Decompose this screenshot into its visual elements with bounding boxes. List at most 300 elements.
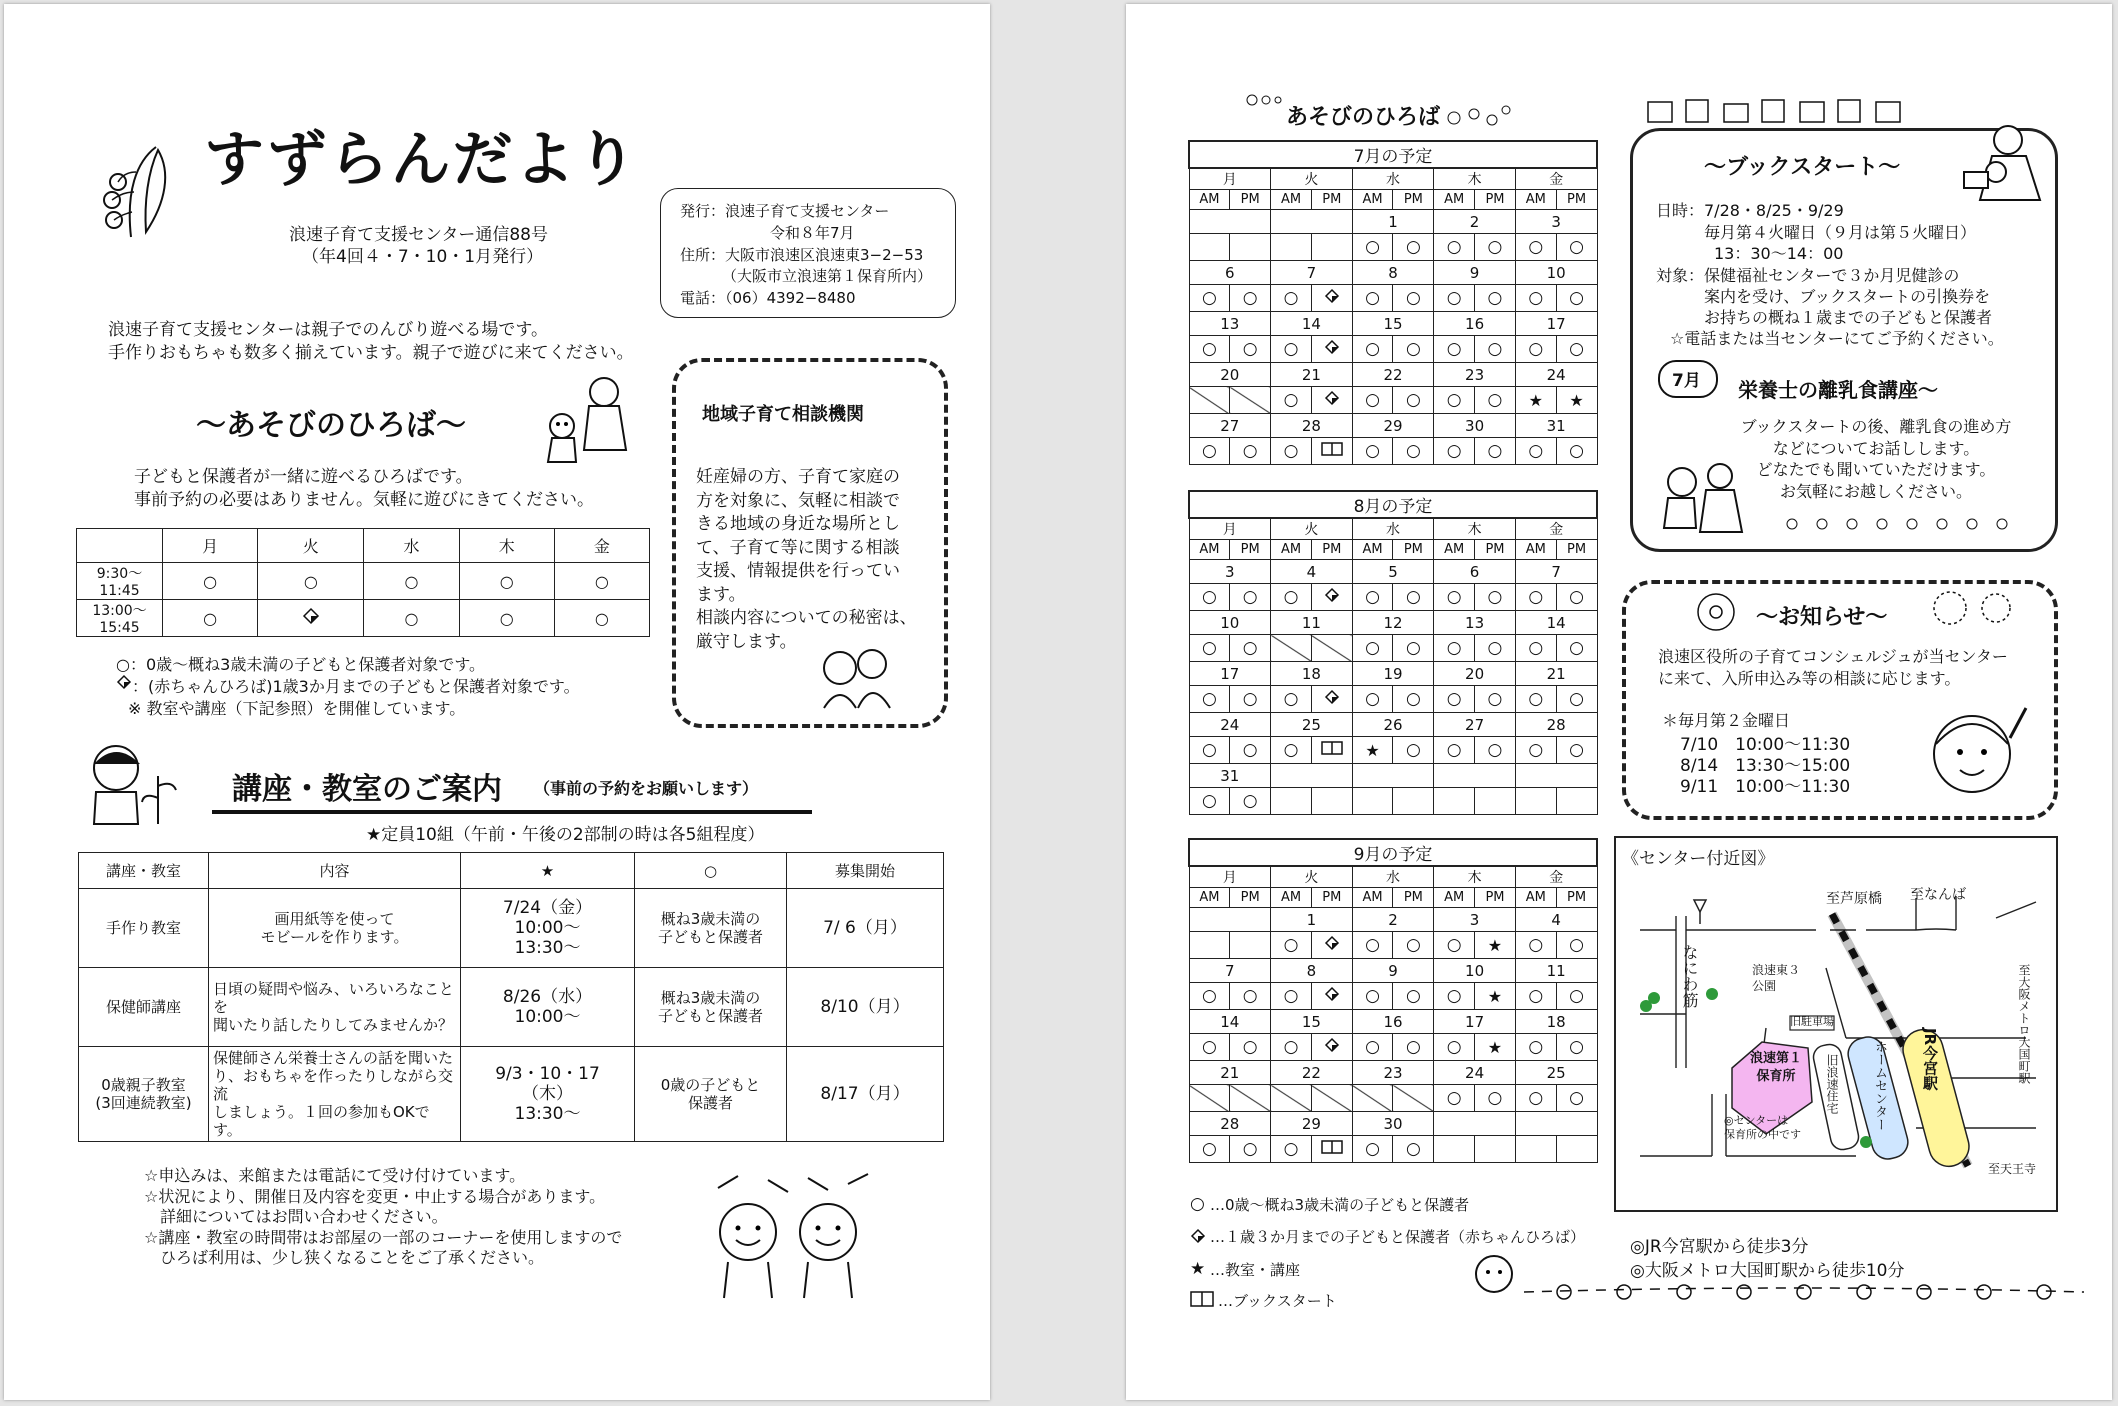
- consultation-line: 厳守します。: [696, 631, 797, 652]
- publisher-line: 発行：浪速子育て支援センター: [680, 202, 890, 220]
- date-cell: 27: [1189, 414, 1271, 438]
- date-cell: 26: [1352, 713, 1434, 737]
- date-cell: 9: [1352, 959, 1434, 983]
- slot-cell: ○: [1434, 285, 1475, 312]
- consultation-line: ます。: [696, 584, 746, 605]
- lecture-table: [78, 852, 944, 1142]
- slot-cell: [1515, 1136, 1556, 1163]
- weekday-header: 火: [1271, 518, 1353, 540]
- slot-cell: ○: [1393, 635, 1434, 662]
- map-label: 旧浪速住宅: [1825, 1054, 1839, 1114]
- lecture-target: 子どもと保護者: [657, 1007, 763, 1025]
- date-cell: 3: [1515, 210, 1597, 234]
- slot-cell: ○: [1352, 1136, 1393, 1163]
- book-icon: [1311, 1136, 1352, 1163]
- intro-text: 手作りおもちゃも数多く揃えています。親子で遊びに来てください。: [108, 343, 634, 363]
- lecture-content: モビールを作ります。: [260, 928, 409, 946]
- hours-cell: ○: [554, 563, 649, 600]
- slot-cell: ○: [1230, 1034, 1271, 1061]
- date-cell: 25: [1515, 1061, 1597, 1085]
- right-page: [1126, 4, 2112, 1400]
- note-line: 詳細についてはお問い合わせください。: [144, 1207, 448, 1226]
- slot-cell: [1475, 1136, 1516, 1163]
- date-cell: 21: [1515, 662, 1597, 686]
- slot-cell: ○: [1515, 285, 1556, 312]
- slot-cell: ○: [1230, 635, 1271, 662]
- map-label: 至大阪メトロ大国町駅: [2017, 964, 2031, 1084]
- slot-cell: ○: [1352, 686, 1393, 713]
- consultation-line: 支援、情報提供を行ってい: [696, 561, 900, 581]
- am-header: AM: [1271, 540, 1312, 560]
- publisher-line: 令和８年7月: [770, 224, 855, 242]
- mother-reading-illustration: [1956, 120, 2046, 210]
- notice-date: 9/11 10:00〜11:30: [1680, 777, 1851, 797]
- slot-cell: ○: [1556, 737, 1597, 764]
- note-line: ひろば利用は、少し狭くなることをご了承ください。: [144, 1248, 545, 1267]
- note-line: ☆状況により、開催日及内容を変更・中止する場合があります。: [144, 1186, 606, 1206]
- slot-cell: ○: [1352, 336, 1393, 363]
- date-cell: 13: [1189, 312, 1271, 336]
- closed-cell: [1271, 635, 1312, 662]
- hours-cell: ○: [163, 563, 258, 600]
- pm-header: PM: [1393, 190, 1434, 210]
- slot-cell: ○: [1434, 1034, 1475, 1061]
- map-title: 《センター付近図》: [1622, 849, 1775, 869]
- map-note: ◎センターは 保育所の中です: [1724, 1114, 1801, 1141]
- notice-title: 〜お知らせ〜: [1756, 605, 1888, 630]
- date-cell: 14: [1271, 312, 1353, 336]
- date-cell: 7: [1189, 959, 1271, 983]
- date-cell: 12: [1352, 611, 1434, 635]
- pm-header: PM: [1475, 190, 1516, 210]
- am-header: AM: [1189, 888, 1230, 908]
- lecture-date: 9/3・10・17: [495, 1064, 600, 1084]
- am-header: AM: [1434, 888, 1475, 908]
- weekday-header: 月: [1189, 518, 1271, 540]
- weekday-header: 木: [1434, 866, 1516, 888]
- slot-cell: ○: [1515, 584, 1556, 611]
- slot-cell: ○: [1434, 584, 1475, 611]
- baby-hiroba-icon: [1311, 983, 1352, 1010]
- date-cell: 18: [1271, 662, 1353, 686]
- notice-date: 7/10 10:00〜11:30: [1680, 735, 1851, 755]
- closed-cell: [1352, 1085, 1393, 1112]
- baby-hiroba-icon: [1311, 285, 1352, 312]
- slot-cell: ○: [1393, 686, 1434, 713]
- weekday-header: 火: [1271, 866, 1353, 888]
- slot-cell: ○: [1556, 234, 1597, 261]
- lecture-date: （木）: [522, 1084, 573, 1104]
- circle-icon: ○: [1190, 1194, 1205, 1214]
- lecture-content: 聞いたり話したりしてみませんか？: [213, 1016, 454, 1034]
- date-cell: 22: [1271, 1061, 1353, 1085]
- slot-cell: [1271, 788, 1312, 815]
- hours-cell: ○: [459, 600, 554, 637]
- lecture-header: 講座・教室: [79, 853, 209, 889]
- date-cell: 30: [1434, 414, 1516, 438]
- hiroba-description: 子どもと保護者が一緒に遊べるひろばです。: [134, 467, 473, 487]
- slot-cell: [1556, 1136, 1597, 1163]
- lecture-date: 13:30〜: [514, 938, 581, 958]
- closed-cell: [1189, 387, 1230, 414]
- family-illustration: [810, 638, 900, 710]
- pm-header: PM: [1556, 190, 1597, 210]
- slot-cell: ○: [1393, 285, 1434, 312]
- date-cell: 7: [1271, 261, 1353, 285]
- date-cell: 17: [1515, 312, 1597, 336]
- date-cell: 10: [1515, 261, 1597, 285]
- date-cell: 7: [1515, 560, 1597, 584]
- slot-cell: ○: [1393, 234, 1434, 261]
- map-label: ホームセンター: [1872, 1040, 1887, 1131]
- lecture-name: 0歳親子教室: [101, 1076, 186, 1094]
- nutrition-line: どなたでも聞いていただけます。: [1756, 460, 1996, 479]
- slot-cell: ○: [1434, 234, 1475, 261]
- feeding-baby-illustration: [1656, 456, 1746, 536]
- slot-cell: ○: [1271, 737, 1312, 764]
- issue-number: 浪速子育て支援センター通信88号: [289, 225, 548, 245]
- slot-cell: ○: [1434, 737, 1475, 764]
- nutrition-line: ブックスタートの後、離乳食の進め方: [1740, 417, 2012, 436]
- date-cell: 24: [1515, 363, 1597, 387]
- access-info: ◎大阪メトロ大国町駅から徒歩10分: [1630, 1261, 1905, 1281]
- notice-date: 8/14 13:30〜15:00: [1680, 756, 1851, 776]
- slot-cell: ○: [1189, 788, 1230, 815]
- pm-header: PM: [1230, 540, 1271, 560]
- date-cell: 1: [1352, 210, 1434, 234]
- slot-cell: ○: [1352, 234, 1393, 261]
- slot-cell: ○: [1515, 737, 1556, 764]
- slot-cell: [1271, 234, 1312, 261]
- slot-cell: ○: [1189, 285, 1230, 312]
- lecture-content: り、おもちゃを作ったりしながら交流: [213, 1067, 454, 1103]
- slot-cell: ○: [1230, 983, 1271, 1010]
- slot-cell: [1230, 234, 1271, 261]
- date-cell: 20: [1434, 662, 1516, 686]
- slot-cell: ○: [1556, 983, 1597, 1010]
- lily-of-the-valley-icon: [96, 142, 182, 252]
- am-header: AM: [1352, 888, 1393, 908]
- am-header: AM: [1352, 190, 1393, 210]
- date-cell: 22: [1352, 363, 1434, 387]
- date-cell: 23: [1434, 363, 1516, 387]
- notes: [144, 1166, 622, 1269]
- hours-cell: ○: [554, 600, 649, 637]
- am-header: AM: [1271, 190, 1312, 210]
- slot-cell: [1311, 234, 1352, 261]
- date-cell: 23: [1352, 1061, 1434, 1085]
- lecture-content: しましょう。１回の参加もOKです。: [213, 1103, 430, 1139]
- nutrition-month: 7月: [1672, 371, 1701, 391]
- date-cell: 31: [1515, 414, 1597, 438]
- hours-cell: ○: [163, 600, 258, 637]
- lecture-target: 子どもと保護者: [657, 928, 763, 946]
- date-cell: 3: [1434, 908, 1516, 932]
- slot-cell: ○: [1230, 584, 1271, 611]
- closed-cell: [1189, 1085, 1230, 1112]
- date-cell: 25: [1271, 713, 1353, 737]
- slot-cell: ○: [1271, 686, 1312, 713]
- slot-cell: ○: [1515, 438, 1556, 465]
- date-cell: 19: [1352, 662, 1434, 686]
- newsletter-title: すずらんだより: [204, 125, 639, 195]
- hours-cell: ○: [459, 563, 554, 600]
- nutrition-line: お気軽にお越しください。: [1779, 481, 1972, 501]
- capacity-note: ★定員10組（午前・午後の2部制の時は各5組程度）: [366, 825, 765, 845]
- map-label: なにわ筋: [1680, 944, 1699, 1008]
- lecture-content: 日頃の疑問や悩み、いろいろなことを: [213, 980, 454, 1016]
- map-label: 至芦原橋: [1826, 891, 1882, 907]
- slot-cell: ○: [1271, 1136, 1312, 1163]
- slot-cell: ○: [1271, 983, 1312, 1010]
- slot-cell: ○: [1189, 983, 1230, 1010]
- map-label: 浪速東３ 公園: [1752, 963, 1801, 993]
- slot-cell: ○: [1475, 234, 1516, 261]
- slot-cell: ○: [1475, 285, 1516, 312]
- slot-cell: [1189, 932, 1230, 959]
- date-cell: [1434, 764, 1516, 788]
- schedule-heading: あそびのひろば: [1286, 105, 1441, 130]
- lecture-header: 募集開始: [787, 853, 944, 889]
- baby-hiroba-icon: [116, 674, 132, 690]
- bookstart-date-label: 日時：: [1656, 201, 1705, 220]
- lecture-name: (3回連続教室): [95, 1094, 192, 1112]
- slot-cell: ○: [1189, 635, 1230, 662]
- map-label: 至なんば: [1910, 887, 1966, 903]
- map-center-label: 浪速第１ 保育所: [1749, 1051, 1802, 1084]
- heading-underline: [212, 810, 812, 814]
- pm-header: PM: [1393, 888, 1434, 908]
- pm-header: PM: [1311, 190, 1352, 210]
- date-cell: 11: [1515, 959, 1597, 983]
- date-cell: 10: [1189, 611, 1271, 635]
- nutrition-title: 栄養士の離乳食講座〜: [1738, 378, 1938, 402]
- am-header: AM: [1515, 190, 1556, 210]
- pm-header: PM: [1475, 540, 1516, 560]
- map-station-label: JR今宮駅: [1921, 1028, 1939, 1091]
- bookstart-date-note: 毎月第４火曜日（９月は第５火曜日）: [1704, 223, 1977, 242]
- consultation-text: [696, 466, 917, 654]
- slot-cell: ○: [1189, 584, 1230, 611]
- book-icon: [1190, 1290, 1214, 1308]
- slot-cell: [1475, 788, 1516, 815]
- slot-cell: ○: [1271, 438, 1312, 465]
- slot-cell: ○: [1271, 285, 1312, 312]
- slot-cell: ○: [1393, 1136, 1434, 1163]
- book-icon: [1311, 737, 1352, 764]
- baby-hiroba-icon: [1311, 584, 1352, 611]
- book-icon: [1311, 438, 1352, 465]
- pm-header: PM: [1393, 540, 1434, 560]
- month-title: 8月の予定: [1189, 491, 1597, 518]
- books-border-icon: [1646, 96, 1916, 130]
- date-cell: 9: [1434, 261, 1516, 285]
- slot-cell: ○: [1434, 686, 1475, 713]
- slot-cell: ○: [1434, 635, 1475, 662]
- date-cell: 2: [1434, 210, 1516, 234]
- access-info: ◎JR今宮駅から徒歩3分: [1630, 1237, 1809, 1257]
- date-cell: 28: [1271, 414, 1353, 438]
- slot-cell: ○: [1393, 438, 1434, 465]
- baby-hiroba-icon: [1311, 387, 1352, 414]
- lecture-star: ★: [1475, 983, 1516, 1010]
- date-cell: 13: [1434, 611, 1516, 635]
- slot-cell: ○: [1475, 336, 1516, 363]
- date-cell: 1: [1271, 908, 1353, 932]
- weekday-header: 月: [1189, 168, 1271, 190]
- date-cell: 2: [1352, 908, 1434, 932]
- date-cell: 28: [1189, 1112, 1271, 1136]
- am-header: AM: [1189, 190, 1230, 210]
- note-line: ☆講座・教室の時間帯はお部屋の一部のコーナーを使用しますので: [144, 1227, 623, 1247]
- date-cell: 17: [1434, 1010, 1516, 1034]
- time-slot: 13:00〜15:45: [77, 600, 163, 637]
- lecture-date: 13:30〜: [514, 1104, 581, 1124]
- slot-cell: ○: [1352, 438, 1393, 465]
- legend-text: …１歳３か月までの子どもと保護者（赤ちゃんひろば）: [1210, 1228, 1586, 1246]
- weekday-header: 金: [1515, 168, 1597, 190]
- slot-cell: ○: [1230, 1136, 1271, 1163]
- day-header: 金: [554, 529, 649, 563]
- pm-header: PM: [1311, 888, 1352, 908]
- children-dancing-illustration: [688, 1170, 888, 1304]
- notice-line: に来て、入所申込み等の相談に応じます。: [1658, 669, 1961, 688]
- publisher-line: （大阪市立浪速第１保育所内）: [722, 267, 933, 285]
- legend-text: …教室・講座: [1210, 1261, 1301, 1279]
- slot-cell: ○: [1189, 686, 1230, 713]
- am-header: AM: [1434, 190, 1475, 210]
- baby-hiroba-icon: [258, 600, 364, 637]
- pm-header: PM: [1230, 888, 1271, 908]
- publisher-line: 住所：大阪市浪速区浪速東3−2−53: [680, 246, 924, 264]
- note-line: ☆申込みは、来館または電話にて受け付けています。: [144, 1166, 526, 1185]
- month-title: 9月の予定: [1189, 839, 1597, 866]
- date-cell: 4: [1271, 560, 1353, 584]
- slot-cell: ○: [1393, 387, 1434, 414]
- weekday-header: 水: [1352, 168, 1434, 190]
- publisher-line: 電話：（06）4392−8480: [680, 289, 856, 307]
- slot-cell: ○: [1189, 1136, 1230, 1163]
- date-cell: 3: [1189, 560, 1271, 584]
- issue-frequency: （年4回４・7・10・1月発行）: [302, 247, 544, 267]
- weekday-header: 木: [1434, 518, 1516, 540]
- date-cell: [1515, 1112, 1597, 1136]
- slot-cell: ○: [1393, 1034, 1434, 1061]
- slot-cell: ○: [1475, 387, 1516, 414]
- slot-cell: [1393, 788, 1434, 815]
- slot-cell: ○: [1475, 686, 1516, 713]
- hours-cell: ○: [258, 563, 364, 600]
- consultation-line: 妊産婦の方、子育て家庭の: [696, 467, 900, 487]
- slot-cell: ○: [1352, 635, 1393, 662]
- slot-cell: [1434, 788, 1475, 815]
- month-calendar: [1188, 490, 1598, 815]
- pm-header: PM: [1556, 888, 1597, 908]
- date-cell: 4: [1515, 908, 1597, 932]
- am-header: AM: [1271, 888, 1312, 908]
- slot-cell: ○: [1189, 336, 1230, 363]
- hiroba-description: 事前予約の必要はありません。気軽に遊びにきてください。: [134, 490, 595, 510]
- month-calendar: [1188, 838, 1598, 1163]
- date-cell: [1271, 764, 1353, 788]
- lecture-start: 8/10（月）: [820, 997, 910, 1017]
- date-cell: 21: [1271, 363, 1353, 387]
- nutrition-line: などについてお話しします。: [1772, 438, 1980, 458]
- slot-cell: ○: [1515, 983, 1556, 1010]
- slot-cell: ○: [1434, 336, 1475, 363]
- slot-cell: ○: [1271, 336, 1312, 363]
- baby-hiroba-icon: [1311, 1034, 1352, 1061]
- slot-cell: ○: [1475, 438, 1516, 465]
- slot-cell: ○: [1393, 983, 1434, 1010]
- slot-cell: ○: [1434, 932, 1475, 959]
- pm-header: PM: [1230, 190, 1271, 210]
- weekday-header: 月: [1189, 866, 1271, 888]
- slot-cell: ○: [1271, 584, 1312, 611]
- lecture-row: [79, 1047, 944, 1142]
- weekday-header: 金: [1515, 866, 1597, 888]
- flower-vine-icon: [1244, 88, 1284, 112]
- lecture-subheading: （事前の予約をお願いします）: [534, 779, 759, 798]
- hiroba-hours-table: [76, 528, 650, 637]
- month-calendar: [1188, 140, 1598, 465]
- slot-cell: ○: [1556, 336, 1597, 363]
- legend-circle: ○：0歳〜概ね3歳未満の子どもと保護者対象です。: [116, 655, 486, 674]
- date-cell: 15: [1352, 312, 1434, 336]
- am-header: AM: [1515, 888, 1556, 908]
- slot-cell: ○: [1230, 438, 1271, 465]
- lecture-header: 内容: [209, 853, 461, 889]
- closed-cell: [1230, 1085, 1271, 1112]
- slot-cell: ○: [1475, 737, 1516, 764]
- bookstart-target: 案内を受け、ブックスタートの引換券を: [1704, 287, 1991, 306]
- date-cell: 14: [1189, 1010, 1271, 1034]
- bookstart-target-label: 対象：: [1656, 266, 1705, 285]
- date-cell: [1189, 210, 1271, 234]
- slot-cell: ○: [1434, 438, 1475, 465]
- flower-icon: [1688, 588, 1744, 636]
- slot-cell: ○: [1230, 788, 1271, 815]
- month-title: 7月の予定: [1189, 141, 1597, 168]
- lecture-row: [79, 889, 944, 968]
- am-header: AM: [1352, 540, 1393, 560]
- bookstart-title: 〜ブックスタート〜: [1704, 155, 1901, 180]
- slot-cell: ○: [1556, 1034, 1597, 1061]
- baby-hiroba-icon: [1190, 1228, 1206, 1244]
- baby-hiroba-icon: [1311, 686, 1352, 713]
- date-cell: [1434, 1112, 1516, 1136]
- slot-cell: ○: [1556, 584, 1597, 611]
- slot-cell: ○: [1271, 932, 1312, 959]
- date-cell: 8: [1352, 261, 1434, 285]
- date-cell: 17: [1189, 662, 1271, 686]
- slot-cell: ○: [1475, 584, 1516, 611]
- legend-note: ※ 教室や講座（下記参照）を開催しています。: [128, 699, 466, 718]
- bookstart-dates: 7/28・8/25・9/29: [1704, 201, 1844, 220]
- slot-cell: ○: [1515, 932, 1556, 959]
- lecture-start: 7/ 6（月）: [823, 918, 907, 938]
- date-cell: 18: [1515, 1010, 1597, 1034]
- left-page: [4, 4, 990, 1400]
- slot-cell: ○: [1515, 234, 1556, 261]
- bookstart-reserve: ☆電話または当センターにてご予約ください。: [1670, 329, 2004, 348]
- lecture-date: 7/24（金）: [502, 898, 593, 918]
- date-cell: 14: [1515, 611, 1597, 635]
- slot-cell: ○: [1556, 285, 1597, 312]
- day-header: 火: [258, 529, 364, 563]
- slot-cell: ○: [1271, 387, 1312, 414]
- date-cell: 16: [1434, 312, 1516, 336]
